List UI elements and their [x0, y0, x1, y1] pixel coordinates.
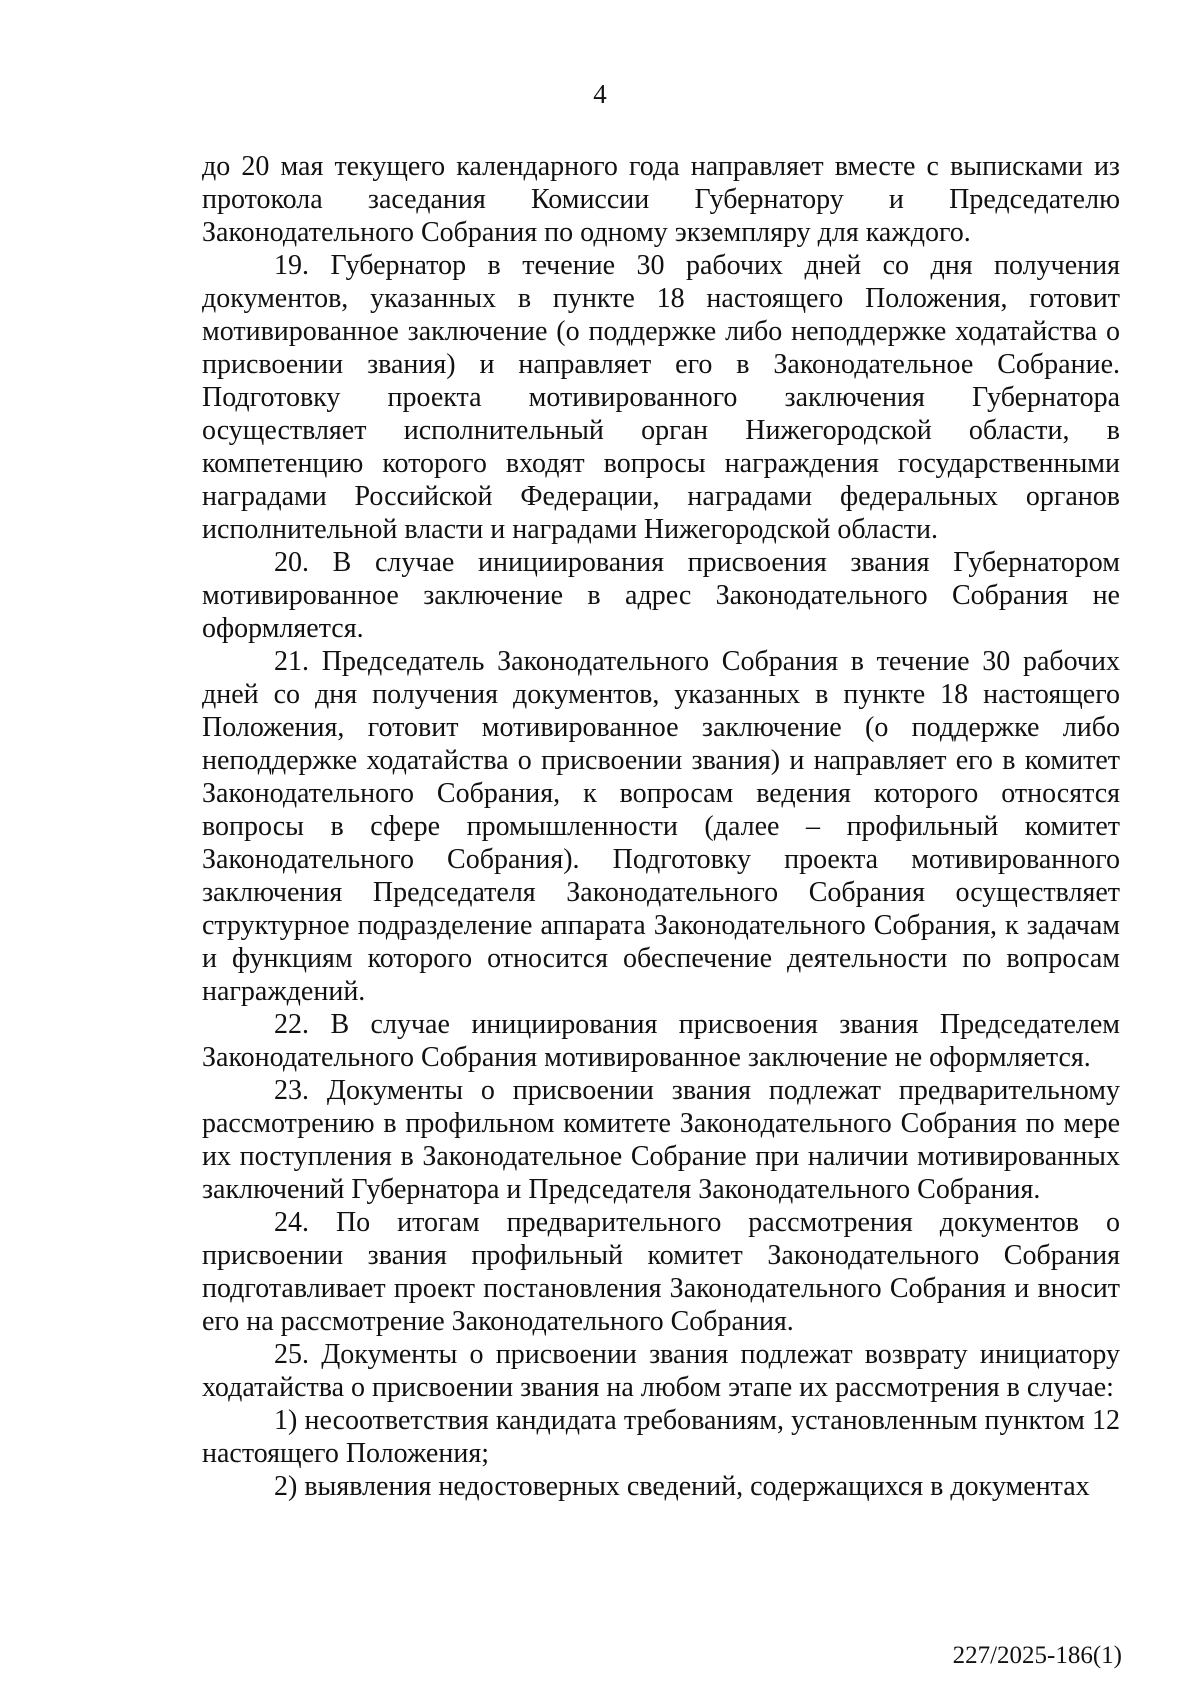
page-number: 4: [593, 79, 607, 109]
document-body: [202, 150, 1120, 1503]
paragraph-19: 19. Губернатор в течение 30 рабочих дней со дня получения документов, указанных в пункте 18 настоящего Положения, готовит мотивированное заключение (о поддержке либо неподдержке ходатайства о присвоении звания) и направляет его в Законодательное Собрание. Подготовку проекта мотивированного заключения Губернатора осуществляет исполнительный орган Нижегородской области, в компетенцию которого входят вопросы награждения государственными наградами Российской Федерации, наградами федеральных органов исполнительной власти и наградами Нижегородской области.: [202, 250, 1120, 545]
paragraph-23: 23. Документы о присвоении звания подлежат предварительному рассмотрению в профильном комитете Законодательного Собрания по мере их поступления в Законодательное Собрание при наличии мотивированных заключений Губернатора и Председателя Законодательного Собрания.: [202, 1075, 1120, 1205]
paragraph-25-item-2: 2) выявления недостоверных сведений, содержащихся в документах: [274, 1471, 1090, 1502]
paragraph-continuation: до 20 мая текущего календарного года направляет вместе с выписками из протокола заседания Комиссии Губернатору и Председателю Законодательного Собрания по одному экземпляру для каждого.: [202, 151, 1120, 248]
paragraph-21: 21. Председатель Законодательного Собрания в течение 30 рабочих дней со дня получения документов, указанных в пункте 18 настоящего Положения, готовит мотивированное заключение (о поддержке либо неподдержке ходатайства о присвоении звания) и направляет его в комитет Законодательного Собрания, к вопросам ведения которого относятся вопросы в сфере промышленности (далее – профильный комитет Законодательного Собрания). Подготовку проекта мотивированного заключения Председателя Законодательного Собрания осуществляет структурное подразделение аппарата Законодательного Собрания, к задачам и функциям которого относится обеспечение деятельности по вопросам награждений.: [202, 646, 1120, 1007]
document-code: 227/2025-186(1): [952, 1642, 1122, 1669]
paragraph-25: 25. Документы о присвоении звания подлежат возврату инициатору ходатайства о присвоении звания на любом этапе их рассмотрения в случае:: [202, 1339, 1120, 1403]
paragraph-20: 20. В случае инициирования присвоения звания Губернатором мотивированное заключение в адрес Законодательного Собрания не оформляется.: [202, 547, 1120, 644]
paragraph-25-item-1: 1) несоответствия кандидата требованиям, установленным пунктом 12 настоящего Положения;: [202, 1405, 1120, 1469]
paragraph-24: 24. По итогам предварительного рассмотрения документов о присвоении звания профильный комитет Законодательного Собрания подготавливает проект постановления Законодательного Собрания и вносит его на рассмотрение Законодательного Собрания.: [202, 1207, 1120, 1337]
paragraph-22: 22. В случае инициирования присвоения звания Председателем Законодательного Собрания мотивированное заключение не оформляется.: [202, 1009, 1120, 1073]
